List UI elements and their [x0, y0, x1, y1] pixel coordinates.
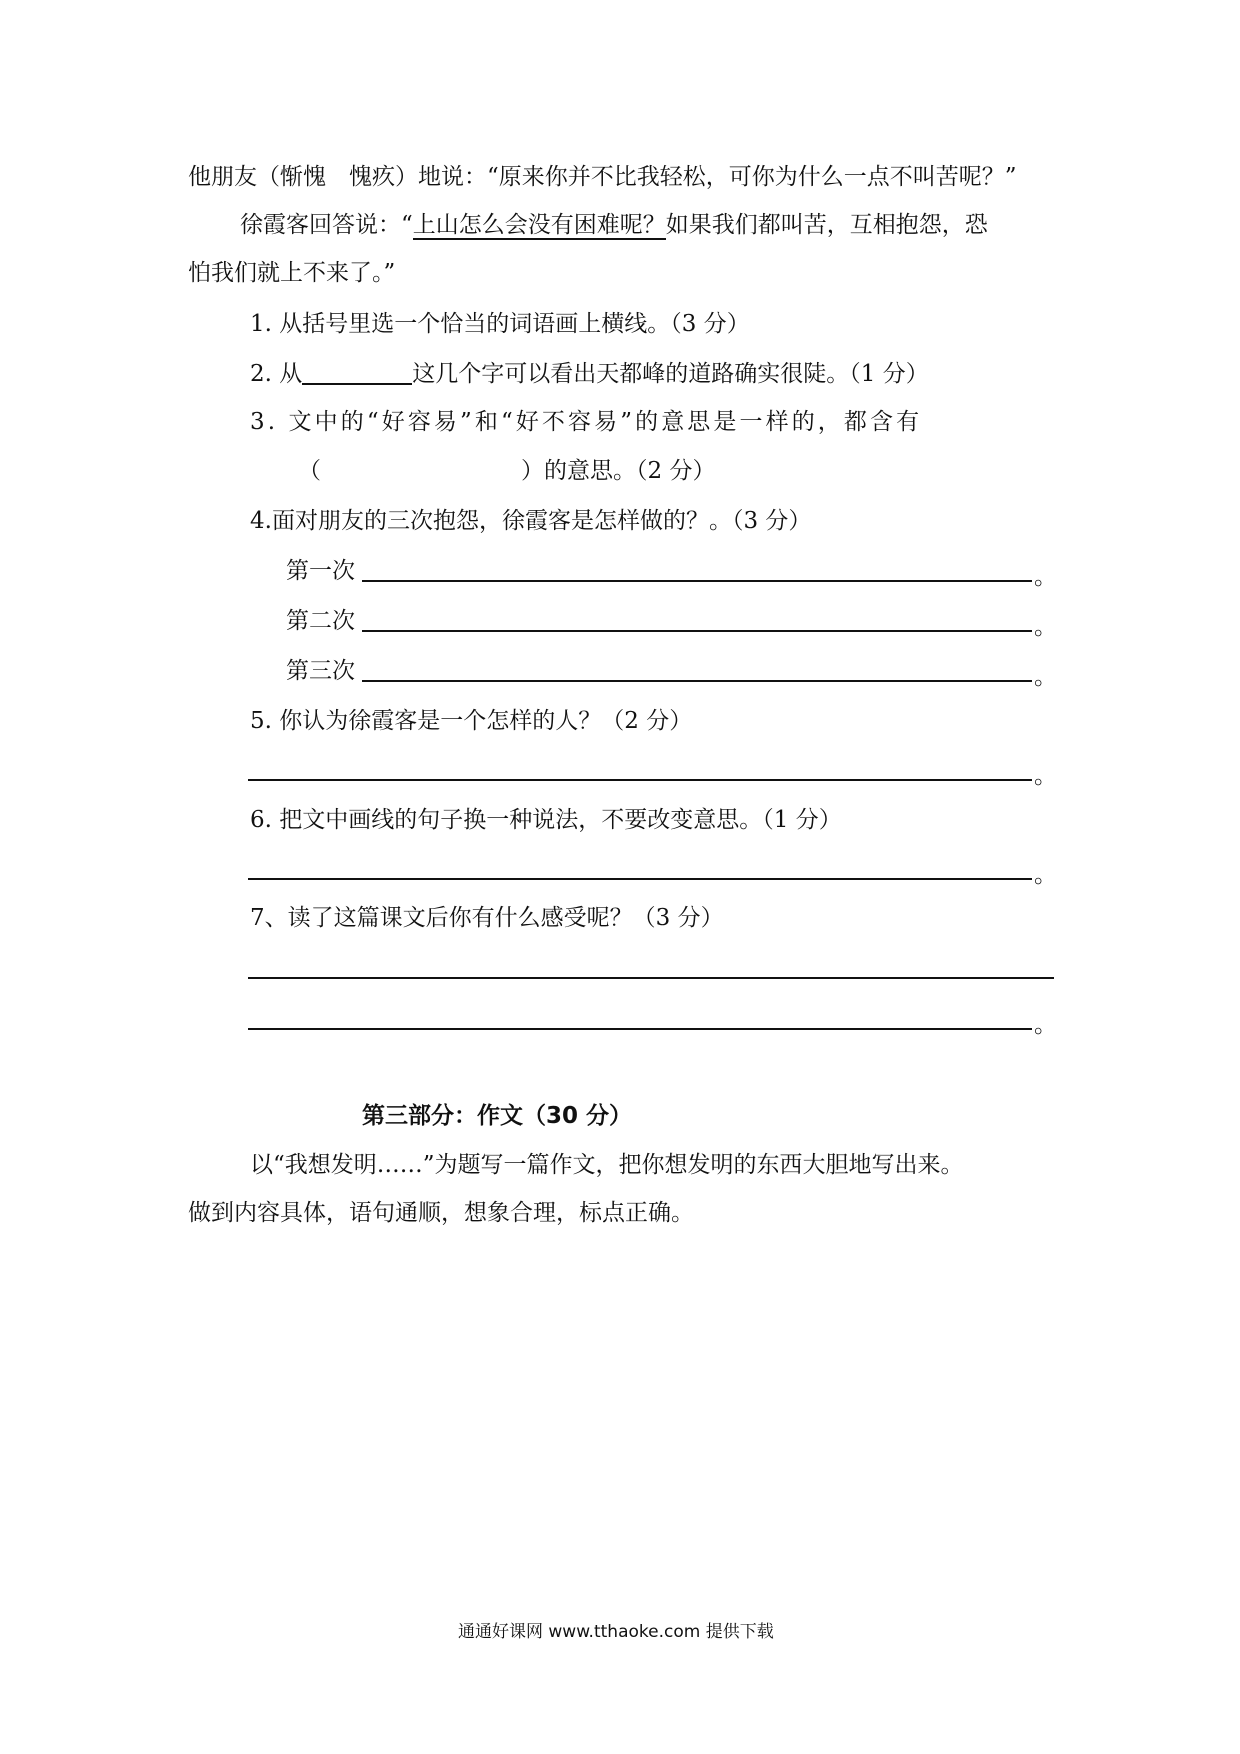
passage-line-3: 怕我们就上不来了。”	[188, 260, 396, 286]
composition-line-1: 以“我想发明……”为题写一篇作文，把你想发明的东西大胆地写出来。	[250, 1152, 964, 1178]
underlined-sentence: 上山怎么会没有困难呢？	[412, 212, 666, 238]
question-3-open-paren: （	[298, 458, 321, 484]
q4-second-label: 第二次	[286, 608, 355, 634]
q4-second-period: 。	[1034, 614, 1057, 640]
question-7: 7、读了这篇课文后你有什么感受呢？（3 分）	[250, 905, 724, 931]
question-6: 6. 把文中画线的句子换一种说法，不要改变意思。（1 分）	[250, 807, 842, 833]
passage-line-2-suffix: 如果我们都叫苦，互相抱怨，恐	[665, 212, 988, 238]
footer-text: 通通好课网 www.tthaoke.com 提供下载	[458, 1622, 774, 1642]
question-3-close: ）的意思。（2 分）	[521, 458, 716, 484]
q4-first-period: 。	[1034, 564, 1057, 590]
q4-third-label: 第三次	[286, 658, 355, 684]
q6-answer-line[interactable]	[248, 878, 1032, 880]
question-2-blank[interactable]	[302, 357, 412, 385]
q4-third-answer-line[interactable]	[362, 680, 1032, 682]
question-4: 4.面对朋友的三次抱怨，徐霞客是怎样做的？。（3 分）	[250, 508, 812, 534]
q4-second-answer-line[interactable]	[362, 630, 1032, 632]
q7-period: 。	[1034, 1012, 1057, 1038]
question-1: 1. 从括号里选一个恰当的词语画上横线。（3 分）	[250, 311, 750, 337]
question-3-line-1: 3. 文中的“好容易”和“好不容易”的意思是一样的，都含有	[250, 409, 923, 435]
q6-period: 。	[1034, 862, 1057, 888]
passage-line-1: 他朋友（惭愧 愧疚）地说：“原来你并不比我轻松，可你为什么一点不叫苦呢？”	[188, 164, 1017, 190]
question-2-suffix: 这几个字可以看出天都峰的道路确实很陡。（1 分）	[412, 361, 929, 387]
q4-third-period: 。	[1034, 664, 1057, 690]
passage-line-2-prefix: 徐霞客回答说：“	[240, 212, 413, 238]
question-2	[250, 357, 929, 390]
q7-answer-line-2[interactable]	[248, 1028, 1032, 1030]
question-2-prefix: 2. 从	[250, 361, 303, 387]
question-5: 5. 你认为徐霞客是一个怎样的人？（2 分）	[250, 708, 693, 734]
composition-line-2: 做到内容具体，语句通顺，想象合理，标点正确。	[188, 1200, 694, 1226]
q4-first-label: 第一次	[286, 558, 355, 584]
q7-answer-line-1[interactable]	[248, 977, 1054, 979]
q5-period: 。	[1034, 763, 1057, 789]
section-title: 第三部分：作文（30 分）	[362, 1103, 633, 1129]
q5-answer-line[interactable]	[248, 779, 1032, 781]
passage-line-2	[240, 209, 988, 241]
q4-first-answer-line[interactable]	[362, 580, 1032, 582]
question-3-line-2	[298, 455, 715, 487]
